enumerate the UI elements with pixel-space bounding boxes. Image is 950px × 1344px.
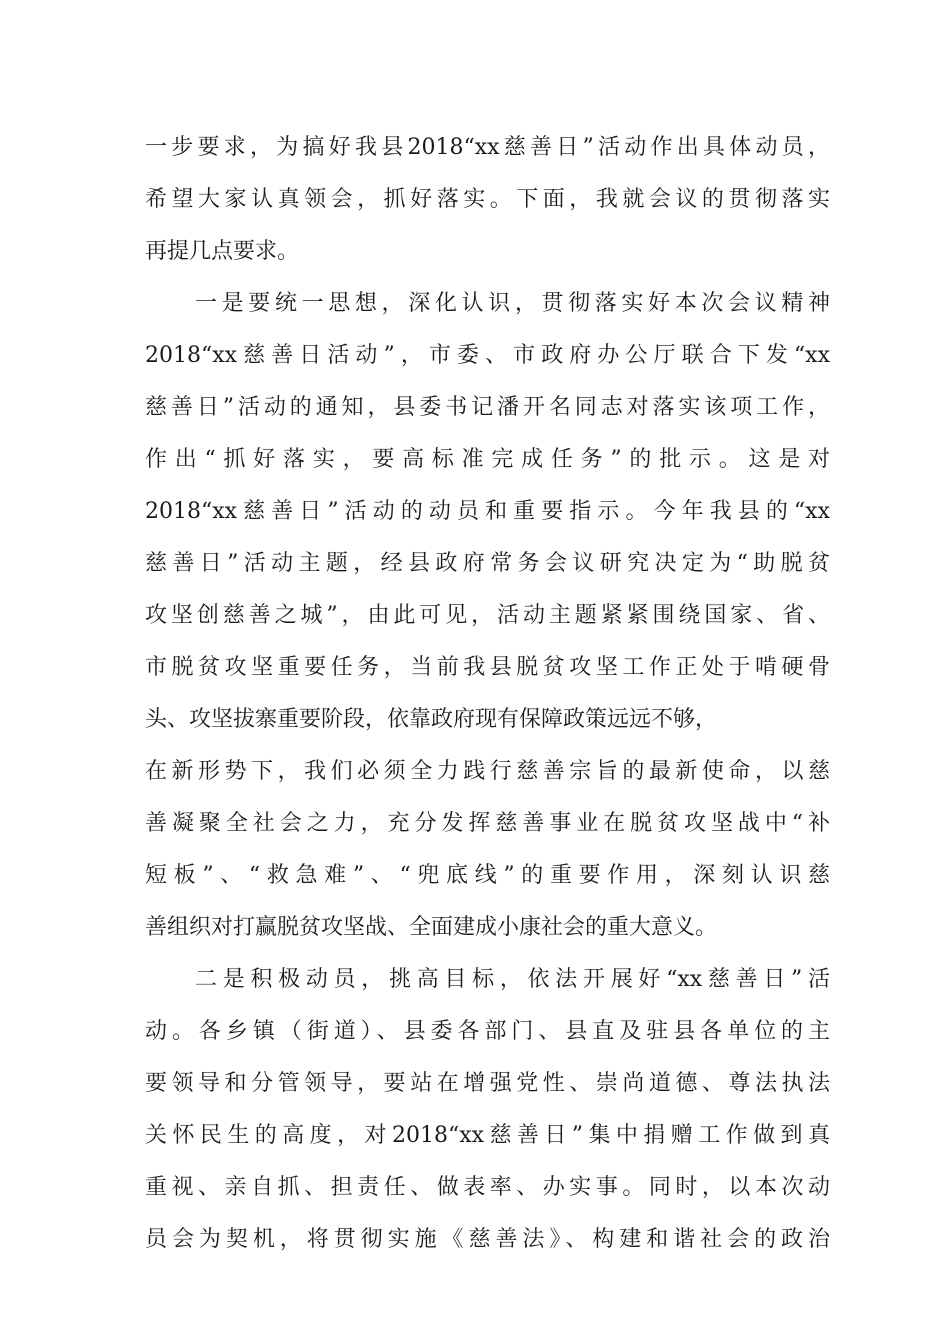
text-line: 攻坚创慈善之城”，由此可见，活动主题紧紧围绕国家、省、: [145, 603, 830, 628]
text-line: 重视、亲自抓、担责任、做表率、办实事。同时，以本次动: [145, 1175, 830, 1200]
text-line: 善凝聚全社会之力，充分发挥慈善事业在脱贫攻坚战中“补: [145, 811, 830, 836]
text-line: 要领导和分管领导，要站在增强党性、崇尚道德、尊法执法: [145, 1071, 830, 1096]
text-line: 关怀民生的高度，对2018“xx慈善日”集中捐赠工作做到真: [145, 1123, 830, 1148]
text-line: 作出“抓好落实，要高标准完成任务”的批示。这是对: [145, 447, 830, 472]
text-line: 短板”、“救急难”、“兜底线”的重要作用，深刻认识慈: [145, 863, 830, 888]
text-line: 希望大家认真领会，抓好落实。下面，我就会议的贯彻落实: [145, 187, 830, 212]
text-line: 市脱贫攻坚重要任务，当前我县脱贫攻坚工作正处于啃硬骨: [145, 655, 830, 680]
text-line: 善组织对打赢脱贫攻坚战、全面建成小康社会的重大意义。: [145, 915, 718, 940]
paragraph-2-first-line: 二是积极动员，挑高目标，依法开展好“xx慈善日”活: [195, 967, 830, 992]
paragraph-1-first-line: 一是要统一思想，深化认识，贯彻落实好本次会议精神: [195, 291, 830, 316]
text-line: 慈善日”活动的通知，县委书记潘开名同志对落实该项工作，: [145, 395, 830, 420]
text-line: 慈善日”活动主题，经县政府常务会议研究决定为“助脱贫: [145, 551, 830, 576]
text-line: 再提几点要求。: [145, 239, 300, 264]
text-line: 员会为契机，将贯彻实施《慈善法》、构建和谐社会的政治: [145, 1227, 830, 1252]
text-line: 2018“xx慈善日活动”，市委、市政府办公厅联合下发“xx: [145, 343, 830, 368]
text-line: 头、攻坚拔寨重要阶段，依靠政府现有保障政策远远不够，: [145, 707, 718, 732]
text-line: 动。各乡镇（街道）、县委各部门、县直及驻县各单位的主: [145, 1019, 830, 1044]
text-line: 一步要求，为搞好我县2018“xx慈善日”活动作出具体动员，: [145, 135, 830, 160]
text-line: 2018“xx慈善日”活动的动员和重要指示。今年我县的“xx: [145, 499, 830, 524]
text-line: 在新形势下，我们必须全力践行慈善宗旨的最新使命，以慈: [145, 759, 830, 784]
